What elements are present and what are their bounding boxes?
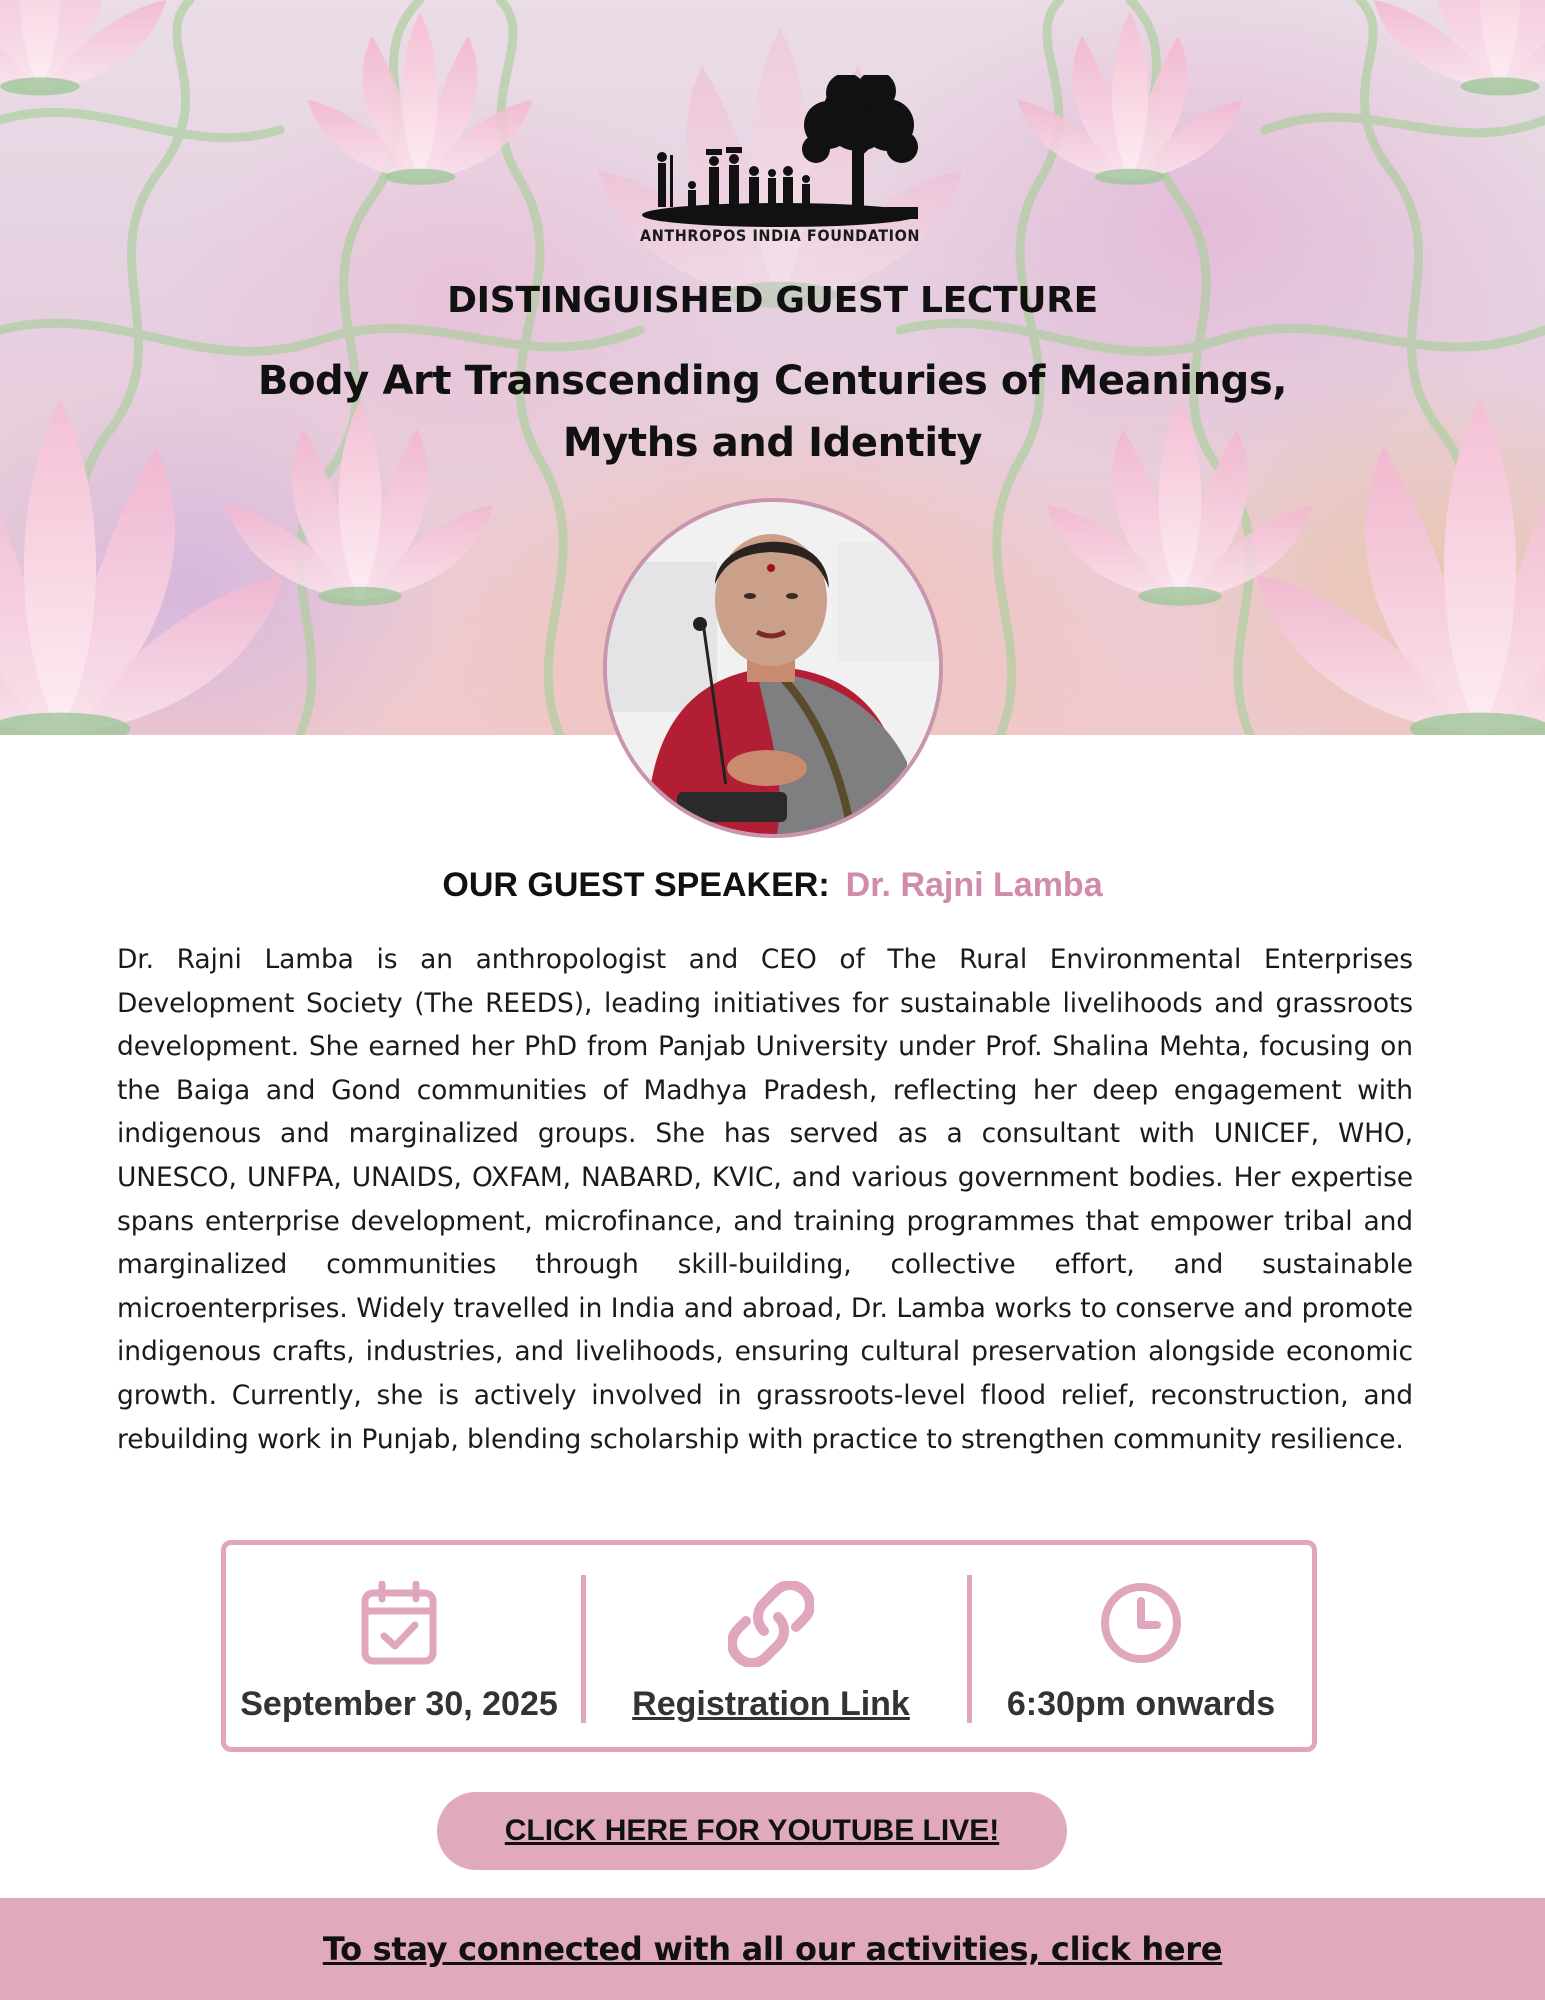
speaker-photo xyxy=(603,498,943,838)
event-details-box xyxy=(221,1540,1317,1752)
organization-name: ANTHROPOS INDIA FOUNDATION xyxy=(639,226,921,245)
anthropos-logo-icon xyxy=(630,75,930,250)
speaker-heading xyxy=(0,866,1545,905)
date-column xyxy=(226,1545,572,1747)
lecture-type-heading: DISTINGUISHED GUEST LECTURE xyxy=(447,280,1098,321)
link-icon xyxy=(728,1581,814,1667)
registration-column[interactable] xyxy=(581,1545,961,1747)
clock-icon xyxy=(1099,1581,1183,1665)
footer-bar xyxy=(0,1898,1545,2000)
event-date: September 30, 2025 xyxy=(240,1685,558,1723)
youtube-live-button[interactable]: CLICK HERE FOR YOUTUBE LIVE! xyxy=(437,1792,1067,1870)
speaker-bio: Dr. Rajni Lamba is an anthropologist and CEO of The Rural Environmental Enterprises Development Society (The REEDS), leading initiatives for sustainable livelihoods and grassroots development. She earned her PhD from Panjab University under Prof. Shalina Mehta, focusing on the Baiga and Gond communities of Madhya Pradesh, reflecting her deep engagement with indigenous and marginalized groups. She has served as a consultant with UNICEF, WHO, UNESCO, UNFPA, UNAIDS, OXFAM, NABARD, KVIC, and various government bodies. Her expertise spans enterprise development, microfinance, and training programmes that empower tribal and marginalized communities through skill-building, collective effort, and sustainable microenterprises. Widely travelled in India and abroad, Dr. Lamba works to conserve and promote indigenous crafts, industries, and livelihoods, ensuring cultural preservation alongside economic growth. Currently, she is actively involved in grassroots-level flood relief, reconstruction, and rebuilding work in Punjab, blending scholarship with practice to strengthen community resilience. xyxy=(117,944,1413,1455)
calendar-check-icon xyxy=(360,1581,438,1667)
event-time: 6:30pm onwards xyxy=(1006,1685,1276,1723)
speaker-label: OUR GUEST SPEAKER: xyxy=(442,866,830,904)
speaker-name: Dr. Rajni Lamba xyxy=(845,866,1103,904)
lecture-title-line-2: Myths and Identity xyxy=(562,420,983,466)
time-column xyxy=(970,1545,1312,1747)
speaker-portrait-image xyxy=(607,502,939,834)
lecture-title xyxy=(200,350,1345,474)
lecture-title-line-1: Body Art Transcending Centuries of Meanings, xyxy=(257,358,1288,404)
registration-link[interactable]: Registration Link xyxy=(632,1685,910,1723)
stay-connected-link[interactable]: To stay connected with all our activities, click here xyxy=(322,1930,1223,1968)
